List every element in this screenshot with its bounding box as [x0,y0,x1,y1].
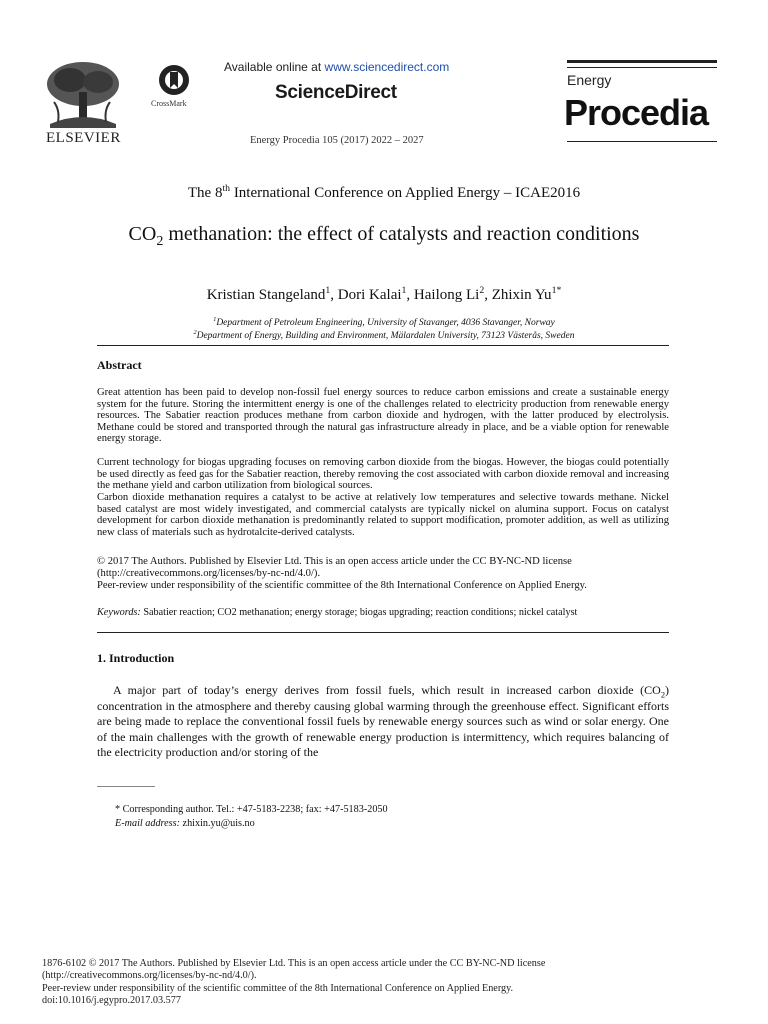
conference-name [0,185,768,202]
author-name: Hailong Li [413,287,480,303]
author-sep: , [330,287,338,303]
journal-logo-procedia: Procedia [564,92,709,133]
publisher-wordmark: ELSEVIER [46,130,121,146]
journal-logo-rule [567,141,717,142]
email-address[interactable]: zhixin.yu@uis.no [180,818,255,829]
title-sub: 2 [156,234,164,249]
available-online-line [224,60,449,74]
title-post: methanation: the effect of catalysts and reaction conditions [163,223,640,245]
copyright-notice [97,556,669,592]
conference-post: International Conference on Applied Energy – ICAE2016 [230,185,581,201]
sciencedirect-wordmark: ScienceDirect [275,82,397,103]
abstract-paragraph: Current technology for biogas upgrading focuses on removing carbon dioxide from the biogas. However, the biogas could potentially be used directly as feed gas for the Sabatier reaction, thereby removing the cost associated with carbon dioxide removal and increasing the methane yield and carbon utilization from biological sources. [97,457,669,492]
sciencedirect-link[interactable]: www.sciencedirect.com [324,60,450,74]
conference-sup: th [222,183,231,194]
author-list [0,287,768,304]
affiliation-2 [0,331,768,341]
peer-review-line: Peer-review under responsibility of the scientific committee of the 8th International Conference on Applied Energy. [97,580,587,591]
body-text: A major part of today’s energy derives from fossil fuels, which result in increased carbon dioxide (CO [113,683,661,697]
author-affil: 2 [479,285,485,296]
title-pre: CO [128,223,157,245]
page-footer [42,958,602,1008]
email-note [115,818,255,829]
journal-logo-rule [567,67,717,68]
affiliation-sup: 2 [193,329,197,336]
abstract-paragraph: Great attention has been paid to develop non-fossil fuel energy sources to reduce carbon emissions and create a sustainable energy system for the future. Storing the intermittent energy is one of the challenges related to electricity production from renewable energy resources. The Sabatier reaction produces methane from carbon dioxide and hydrogen, with the latter produced by electrolysis. Methane could be stored and transported through the natural gas infrastructure already in place, and be a viable option for renewable energy storage. [97,387,669,445]
footer-line: 1876-6102 © 2017 The Authors. Published by Elsevier Ltd. This is an open access article under the CC BY-NC-ND license [42,958,546,969]
license-link[interactable]: (http://creativecommons.org/licenses/by-nc-nd/4.0/). [97,568,321,579]
author-affil: 1 [325,285,331,296]
footer-license-link[interactable]: (http://creativecommons.org/licenses/by-nc-nd/4.0/). [42,970,257,982]
conference-pre: The 8 [187,185,223,201]
affiliation-text: Department of Petroleum Engineering, University of Stavanger, 4036 Stavanger, Norway [216,318,555,328]
body-paragraph [97,683,669,761]
journal-logo-energy: Energy [567,72,612,88]
body-sub: 2 [660,690,665,700]
corresponding-author-note: * Corresponding author. Tel.: +47-5183-2238; fax: +47-5183-2050 [115,804,388,815]
author-name: Zhixin Yu [491,287,552,303]
author-sep: , [484,287,492,303]
section-rule [97,632,669,633]
keywords-label: Keywords: [97,607,141,618]
section-heading: 1. Introduction [97,651,175,665]
abstract-paragraph: Carbon dioxide methanation requires a catalyst to be active at relatively low temperatures and selective towards methane. Nickel based catalyst are most widely investigated, and commercial catalysts are typically nickel on alumina support. Focus on catalyst development for carbon dioxide methanation is predominantly related to support modification, promoter addition, as well as utilizing new class of materials such as hydrotalcite-derived catalysts. [97,492,669,538]
author-name: Kristian Stangeland [206,287,326,303]
crossmark-label: CrossMark [151,99,187,108]
email-label: E-mail address: [115,818,180,829]
abstract-heading: Abstract [97,358,142,372]
journal-logo-rule [567,60,717,63]
footer-doi[interactable]: doi:10.1016/j.egypro.2017.03.577 [42,995,181,1007]
affiliation-text: Department of Energy, Building and Environment, Mälardalen University, 73123 Västerås, Sweden [196,331,575,341]
author-affil: 1* [551,285,562,296]
paper-title [84,222,684,247]
copyright-line: © 2017 The Authors. Published by Elsevier Ltd. This is an open access article under the CC BY-NC-ND license [97,556,572,567]
keywords-text: Sabatier reaction; CO2 methanation; energy storage; biogas upgrading; reaction conditions; nickel catalyst [140,607,578,618]
footer-line: Peer-review under responsibility of the scientific committee of the 8th International Conference on Applied Energy. [42,982,514,994]
journal-reference: Energy Procedia 105 (2017) 2022 – 2027 [250,135,424,146]
section-rule [97,345,669,346]
affiliation-sup: 1 [213,316,217,323]
footnote-rule [97,786,155,787]
author-sep: , [406,287,414,303]
keywords-line [97,607,669,618]
body-text: ) concentration in the atmosphere and thereby causing global warming through the greenhouse effect. Significant efforts are being made to replace the conventional fossil fuels by renewable energy sources such as wind or solar energy. One of the main challenges with the growth of renewable energy production is intermittency, which requires balancing of the electricity production and/or storing of the [97,683,669,760]
author-name: Dori Kalai [337,287,402,303]
available-prefix: Available online at [224,60,325,74]
author-affil: 1 [401,285,407,296]
affiliation-1 [0,318,768,328]
